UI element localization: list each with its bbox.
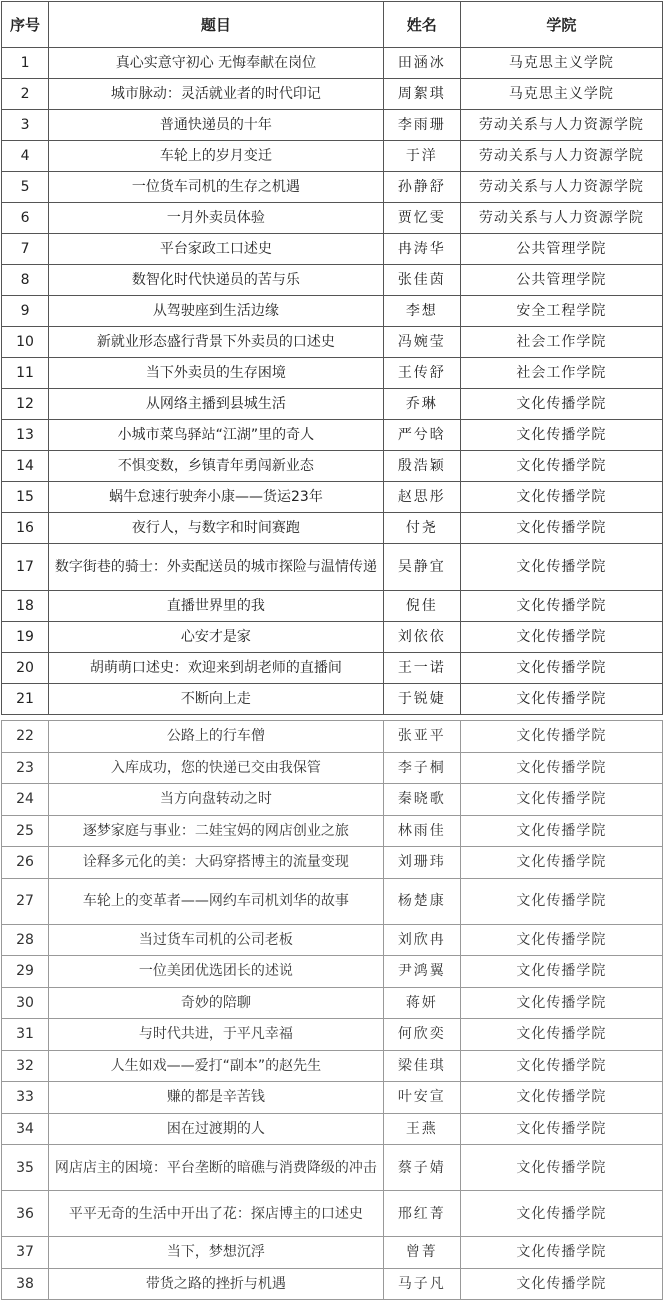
row-title: 平台家政工口述史 — [49, 234, 384, 265]
row-title: 不惧变数，乡镇青年勇闯新业态 — [49, 451, 384, 482]
row-title: 公路上的行车僧 — [49, 721, 384, 753]
row-title: 平平无奇的生活中开出了花：探店博主的口述史 — [49, 1191, 384, 1237]
row-name: 殷浩颖 — [383, 451, 460, 482]
row-num: 21 — [2, 684, 49, 715]
header-row — [2, 2, 663, 48]
row-school: 公共管理学院 — [460, 265, 662, 296]
row-name: 乔琳 — [383, 389, 460, 420]
row-title: 新就业形态盛行背景下外卖员的口述史 — [49, 327, 384, 358]
row-title: 逐梦家庭与事业：二娃宝妈的网店创业之旅 — [49, 815, 384, 847]
row-num: 3 — [2, 110, 49, 141]
row-title: 赚的都是辛苦钱 — [49, 1082, 384, 1114]
row-school: 劳动关系与人力资源学院 — [460, 141, 662, 172]
row-name: 李子桐 — [383, 752, 460, 784]
row-num: 31 — [2, 1019, 49, 1051]
row-title: 从网络主播到县城生活 — [49, 389, 384, 420]
table-row — [2, 513, 663, 544]
row-name: 王一诺 — [383, 653, 460, 684]
table-row — [2, 1050, 663, 1082]
row-num: 18 — [2, 591, 49, 622]
row-num: 10 — [2, 327, 49, 358]
row-title: 蜗牛怠速行驶奔小康——货运23年 — [49, 482, 384, 513]
row-name: 叶安宣 — [383, 1082, 460, 1114]
row-name: 孙静舒 — [383, 172, 460, 203]
row-name: 邢红菁 — [383, 1191, 460, 1237]
row-title: 夜行人，与数字和时间赛跑 — [49, 513, 384, 544]
table-row — [2, 924, 663, 956]
row-title: 数字街巷的骑士：外卖配送员的城市探险与温情传递 — [49, 544, 384, 591]
row-school: 文化传播学院 — [460, 513, 662, 544]
table-row — [2, 234, 663, 265]
table-row — [2, 296, 663, 327]
row-title: 直播世界里的我 — [49, 591, 384, 622]
row-name: 林雨佳 — [383, 815, 460, 847]
row-num: 29 — [2, 956, 49, 988]
row-name: 何欣奕 — [383, 1019, 460, 1051]
row-school: 文化传播学院 — [460, 1050, 662, 1082]
row-name: 赵思彤 — [383, 482, 460, 513]
row-school: 文化传播学院 — [460, 622, 662, 653]
table-row — [2, 420, 663, 451]
row-name: 张亚平 — [383, 721, 460, 753]
table-row — [2, 847, 663, 879]
table-row — [2, 544, 663, 591]
row-school: 文化传播学院 — [460, 878, 662, 924]
row-num: 24 — [2, 784, 49, 816]
row-num: 5 — [2, 172, 49, 203]
row-title: 当下，梦想沉浮 — [49, 1237, 384, 1269]
row-num: 6 — [2, 203, 49, 234]
row-school: 文化传播学院 — [460, 591, 662, 622]
row-name: 李雨珊 — [383, 110, 460, 141]
row-name: 马子凡 — [383, 1268, 460, 1300]
table-row — [2, 815, 663, 847]
row-num: 23 — [2, 752, 49, 784]
row-title: 当下外卖员的生存困境 — [49, 358, 384, 389]
row-school: 文化传播学院 — [460, 1113, 662, 1145]
row-title: 一月外卖员体验 — [49, 203, 384, 234]
row-school: 文化传播学院 — [460, 544, 662, 591]
table-row — [2, 878, 663, 924]
row-num: 32 — [2, 1050, 49, 1082]
row-title: 奇妙的陪聊 — [49, 987, 384, 1019]
row-num: 25 — [2, 815, 49, 847]
row-school: 文化传播学院 — [460, 924, 662, 956]
row-name: 秦晓歌 — [383, 784, 460, 816]
row-num: 14 — [2, 451, 49, 482]
row-name: 刘依依 — [383, 622, 460, 653]
row-title: 带货之路的挫折与机遇 — [49, 1268, 384, 1300]
table-row — [2, 48, 663, 79]
table-row — [2, 622, 663, 653]
row-name: 冯婉莹 — [383, 327, 460, 358]
row-num: 15 — [2, 482, 49, 513]
row-name: 蔡子婧 — [383, 1145, 460, 1191]
table-row — [2, 1268, 663, 1300]
row-title: 车轮上的岁月变迁 — [49, 141, 384, 172]
table-row — [2, 172, 663, 203]
row-school: 文化传播学院 — [460, 721, 662, 753]
row-name: 曾菁 — [383, 1237, 460, 1269]
row-num: 27 — [2, 878, 49, 924]
row-title: 不断向上走 — [49, 684, 384, 715]
row-title: 与时代共进，于平凡幸福 — [49, 1019, 384, 1051]
row-school: 文化传播学院 — [460, 1237, 662, 1269]
row-school: 社会工作学院 — [460, 327, 662, 358]
row-title: 诠释多元化的美：大码穿搭博主的流量变现 — [49, 847, 384, 879]
row-name: 王传舒 — [383, 358, 460, 389]
row-name: 刘珊玮 — [383, 847, 460, 879]
row-title: 困在过渡期的人 — [49, 1113, 384, 1145]
row-num: 13 — [2, 420, 49, 451]
table-row — [2, 1237, 663, 1269]
row-title: 普通快递员的十年 — [49, 110, 384, 141]
row-name: 严兮晗 — [383, 420, 460, 451]
row-num: 17 — [2, 544, 49, 591]
row-num: 4 — [2, 141, 49, 172]
row-name: 蒋妍 — [383, 987, 460, 1019]
table-row — [2, 203, 663, 234]
row-school: 文化传播学院 — [460, 1082, 662, 1114]
row-school: 文化传播学院 — [460, 420, 662, 451]
row-num: 12 — [2, 389, 49, 420]
row-title: 入库成功，您的快递已交由我保管 — [49, 752, 384, 784]
table-row — [2, 482, 663, 513]
row-title: 一位货车司机的生存之机遇 — [49, 172, 384, 203]
table-row — [2, 141, 663, 172]
row-name: 冉涛华 — [383, 234, 460, 265]
table-row — [2, 653, 663, 684]
row-title: 网店店主的困境：平台垄断的暗礁与消费降级的冲击 — [49, 1145, 384, 1191]
row-num: 16 — [2, 513, 49, 544]
row-num: 36 — [2, 1191, 49, 1237]
row-school: 文化传播学院 — [460, 987, 662, 1019]
row-num: 35 — [2, 1145, 49, 1191]
row-school: 文化传播学院 — [460, 451, 662, 482]
table-row — [2, 327, 663, 358]
row-school: 文化传播学院 — [460, 482, 662, 513]
header-school: 学院 — [460, 2, 662, 48]
row-title: 小城市菜鸟驿站“江湖”里的奇人 — [49, 420, 384, 451]
row-school: 劳动关系与人力资源学院 — [460, 203, 662, 234]
row-title: 当方向盘转动之时 — [49, 784, 384, 816]
row-school: 马克思主义学院 — [460, 48, 662, 79]
row-name: 张佳茵 — [383, 265, 460, 296]
row-num: 9 — [2, 296, 49, 327]
header-name: 姓名 — [383, 2, 460, 48]
row-num: 1 — [2, 48, 49, 79]
row-school: 文化传播学院 — [460, 847, 662, 879]
row-name: 刘欣冉 — [383, 924, 460, 956]
awards-table-part1 — [1, 1, 663, 715]
row-school: 文化传播学院 — [460, 956, 662, 988]
row-num: 30 — [2, 987, 49, 1019]
row-school: 马克思主义学院 — [460, 79, 662, 110]
row-num: 2 — [2, 79, 49, 110]
table-row — [2, 752, 663, 784]
table-row — [2, 591, 663, 622]
row-school: 文化传播学院 — [460, 684, 662, 715]
table-row — [2, 721, 663, 753]
row-name: 田涵冰 — [383, 48, 460, 79]
row-name: 吴静宜 — [383, 544, 460, 591]
header-title: 题目 — [49, 2, 384, 48]
row-name: 王燕 — [383, 1113, 460, 1145]
awards-table-part2 — [1, 720, 663, 1300]
row-name: 倪佳 — [383, 591, 460, 622]
row-title: 从驾驶座到生活边缘 — [49, 296, 384, 327]
row-school: 文化传播学院 — [460, 1019, 662, 1051]
table-row — [2, 79, 663, 110]
row-name: 周絮琪 — [383, 79, 460, 110]
row-title: 数智化时代快递员的苦与乐 — [49, 265, 384, 296]
table-body-part1 — [2, 48, 663, 715]
row-num: 26 — [2, 847, 49, 879]
row-num: 22 — [2, 721, 49, 753]
row-num: 38 — [2, 1268, 49, 1300]
row-num: 11 — [2, 358, 49, 389]
table-row — [2, 1145, 663, 1191]
row-title: 真心实意守初心 无悔奉献在岗位 — [49, 48, 384, 79]
row-school: 公共管理学院 — [460, 234, 662, 265]
row-school: 文化传播学院 — [460, 1268, 662, 1300]
table-row — [2, 956, 663, 988]
row-name: 贾忆雯 — [383, 203, 460, 234]
table-row — [2, 784, 663, 816]
row-name: 杨楚康 — [383, 878, 460, 924]
row-num: 8 — [2, 265, 49, 296]
row-num: 33 — [2, 1082, 49, 1114]
row-num: 19 — [2, 622, 49, 653]
row-title: 当过货车司机的公司老板 — [49, 924, 384, 956]
table-row — [2, 1019, 663, 1051]
row-school: 文化传播学院 — [460, 1145, 662, 1191]
row-school: 文化传播学院 — [460, 784, 662, 816]
table-row — [2, 110, 663, 141]
row-name: 梁佳琪 — [383, 1050, 460, 1082]
table-row — [2, 1082, 663, 1114]
row-num: 37 — [2, 1237, 49, 1269]
row-title: 一位美团优选团长的述说 — [49, 956, 384, 988]
table-row — [2, 451, 663, 482]
row-title: 城市脉动：灵活就业者的时代印记 — [49, 79, 384, 110]
table-row — [2, 1113, 663, 1145]
table-row — [2, 684, 663, 715]
table-row — [2, 1191, 663, 1237]
table-row — [2, 987, 663, 1019]
row-num: 20 — [2, 653, 49, 684]
row-school: 文化传播学院 — [460, 815, 662, 847]
header-num: 序号 — [2, 2, 49, 48]
table-row — [2, 265, 663, 296]
row-school: 文化传播学院 — [460, 1191, 662, 1237]
row-num: 28 — [2, 924, 49, 956]
row-name: 付尧 — [383, 513, 460, 544]
row-school: 文化传播学院 — [460, 752, 662, 784]
row-title: 心安才是家 — [49, 622, 384, 653]
row-title: 胡萌萌口述史：欢迎来到胡老师的直播间 — [49, 653, 384, 684]
row-title: 车轮上的变革者——网约车司机刘华的故事 — [49, 878, 384, 924]
row-num: 7 — [2, 234, 49, 265]
row-school: 文化传播学院 — [460, 653, 662, 684]
row-name: 于洋 — [383, 141, 460, 172]
row-name: 李想 — [383, 296, 460, 327]
row-school: 安全工程学院 — [460, 296, 662, 327]
table-row — [2, 358, 663, 389]
row-school: 劳动关系与人力资源学院 — [460, 110, 662, 141]
row-school: 文化传播学院 — [460, 389, 662, 420]
row-name: 尹鸿翼 — [383, 956, 460, 988]
table-body-part2 — [2, 721, 663, 1300]
table-row — [2, 389, 663, 420]
row-school: 劳动关系与人力资源学院 — [460, 172, 662, 203]
row-name: 于锐婕 — [383, 684, 460, 715]
row-title: 人生如戏——爱打“副本”的赵先生 — [49, 1050, 384, 1082]
row-num: 34 — [2, 1113, 49, 1145]
row-school: 社会工作学院 — [460, 358, 662, 389]
